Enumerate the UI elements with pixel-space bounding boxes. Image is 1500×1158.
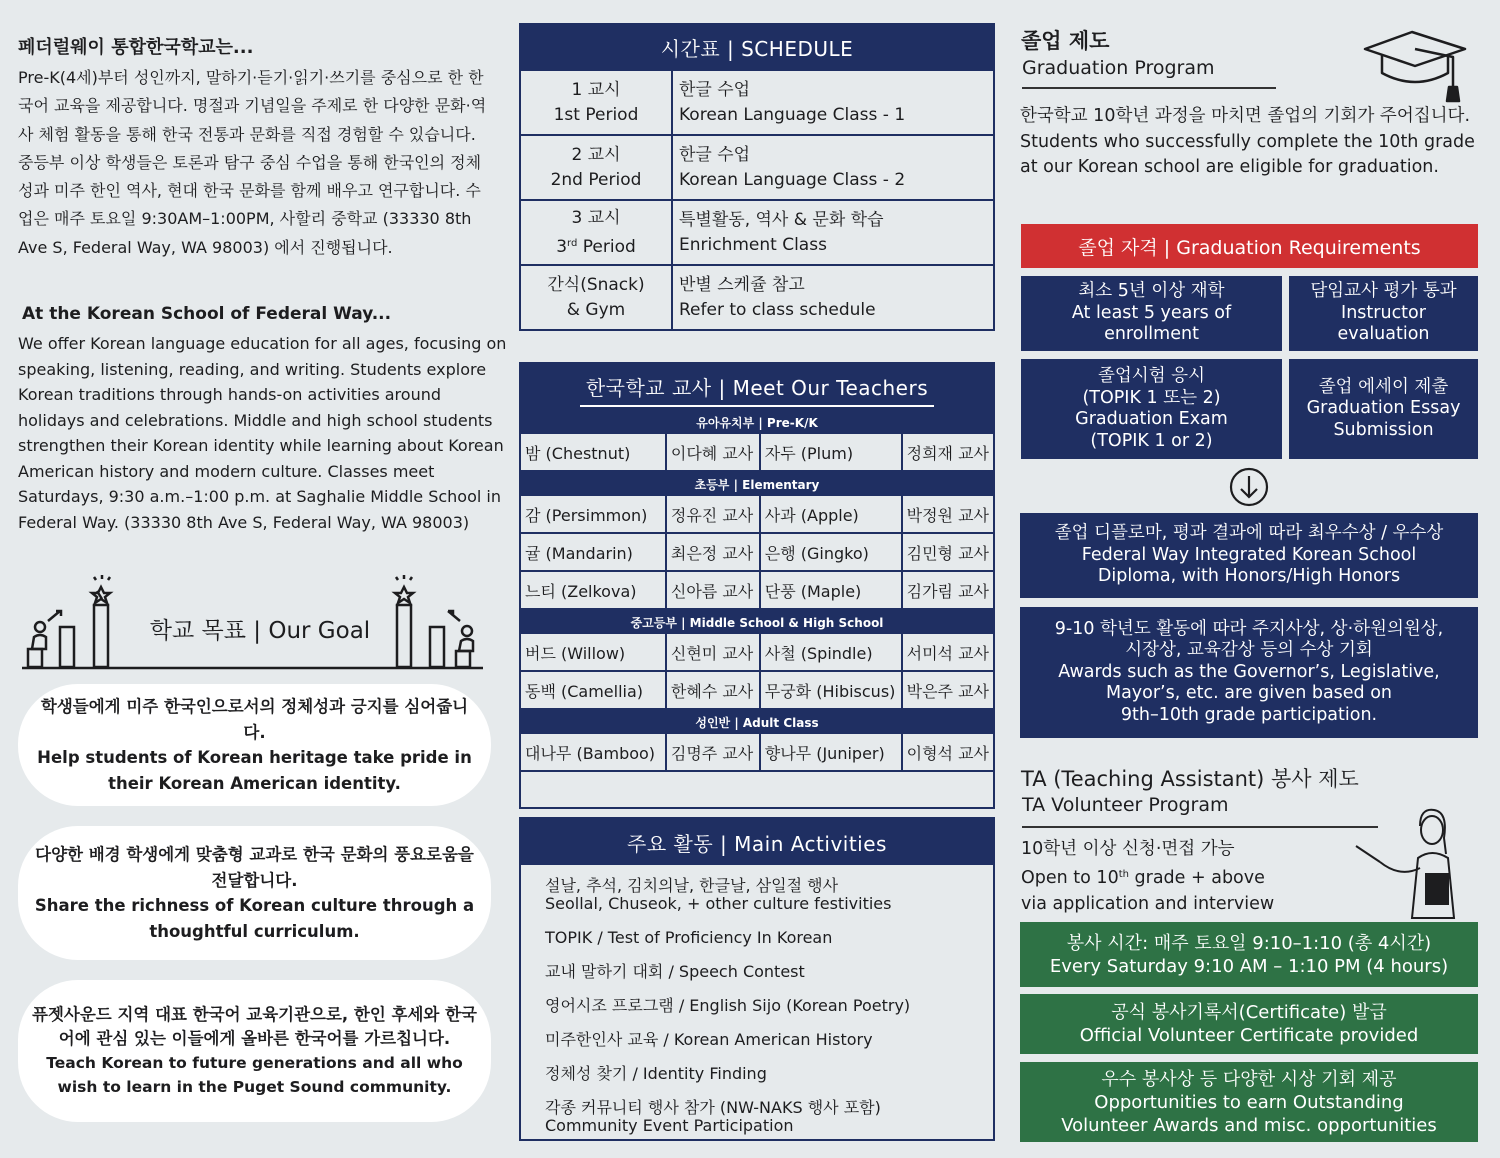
requirement-essay — [1289, 359, 1478, 459]
class-name: 자두 (Plum) — [761, 434, 903, 470]
class-name: 느티 (Zelkova) — [521, 572, 667, 608]
activity-line: TOPIK / Test of Proficiency In Korean — [545, 928, 833, 947]
period-korean: 3 교시 — [571, 207, 621, 228]
intro-korean-body: Pre-K(4세)부터 성인까지, 말하기·듣기·읽기·쓰기를 중심으로 한 한국어 교육을 제공합니다. 명절과 기념일을 주제로 한 다양한 문화·역사 체험 활동을 통해 한국 전통과 문화를 직접 경험할 수 있습니다. 중등부 이상 학생들은 토론과 탐구 중심 수업을 통해 한국인의 정체성과 미주 한인 역사, 현대 한국 문화를 함께 배우고 연구합니다. 수업은 매주 토요일 9:30AM–1:00PM, 사할리 중학교 (33330 8th Ave S, Federal Way, WA 98003) 에서 진행됩니다. — [18, 68, 487, 257]
goal-card — [18, 826, 491, 960]
teachers-title: 한국학교 교사 | Meet Our Teachers — [580, 372, 934, 407]
class-english: Korean Language Class - 1 — [679, 104, 906, 125]
teacher-name: 김가림 교사 — [906, 582, 989, 601]
activities-box — [519, 817, 995, 1141]
graduation-description — [1020, 104, 1480, 181]
schedule-title: 시간표 | SCHEDULE — [521, 25, 993, 69]
activities-title: 주요 활동 | Main Activities — [521, 819, 993, 865]
box-line: (TOPIK 1 또는 2) — [1082, 387, 1221, 408]
period-english: & Gym — [566, 299, 626, 320]
box-line: Graduation Exam — [1075, 409, 1228, 429]
period-korean: 1 교시 — [571, 79, 621, 100]
intro-english-body: We offer Korean language education for all ages, focusing on speaking, listening, reading, and writing. Students explore Korean traditions through hands-on activities around holidays and celebrations. Middle and high school students strengthen their Korean identity while learning about Korean American history and modern culture. Classes meet Saturdays, 9:30 a.m.–1:00 p.m. at Saghalie Middle School in Federal Way. (33330 8th Ave S, Federal Way, WA 98003) — [18, 334, 507, 532]
ta-eligibility-english: Open to 10th grade + above — [1021, 868, 1265, 888]
teacher-groups — [521, 410, 993, 772]
teacher-name: 박은주 교사 — [906, 682, 989, 701]
box-line: At least 5 years of — [1071, 302, 1232, 323]
class-korean: 반별 스케쥴 참고 — [679, 274, 805, 295]
teacher-name: 신현미 교사 — [667, 634, 761, 670]
graduation-title-english: Graduation Program — [1022, 57, 1276, 89]
activity-item — [545, 963, 993, 981]
box-line: Instructor — [1341, 302, 1426, 323]
box-line: 우수 봉사상 등 다양한 시상 기회 제공 — [1101, 1068, 1397, 1090]
teacher-row — [521, 734, 993, 772]
goal-card-english: Share the richness of Korean culture through a thoughtful curriculum. — [34, 896, 475, 941]
ta-title-korean: TA (Teaching Assistant) 봉사 제도 — [1021, 767, 1359, 791]
class-name: 무궁화 (Hibiscus) — [761, 672, 903, 708]
teacher-pointing-icon — [1350, 808, 1480, 920]
teacher-name: 한혜수 교사 — [667, 672, 761, 708]
box-line: 시장상, 교육감상 등의 수상 기회 — [1125, 640, 1373, 661]
class-name: 사과 (Apple) — [761, 496, 903, 532]
teacher-name: 신아름 교사 — [667, 572, 761, 608]
activity-line-secondary: Seollal, Chuseok, + other culture festivities — [545, 894, 892, 913]
box-line: Every Saturday 9:10 AM – 1:10 PM (4 hours) — [1049, 955, 1449, 977]
class-name: 사철 (Spindle) — [761, 634, 903, 670]
box-line: 졸업 에세이 제출 — [1318, 376, 1449, 397]
teachers-header — [521, 364, 993, 410]
box-line: (TOPIK 1 or 2) — [1090, 430, 1213, 451]
teacher-name: 이형석 교사 — [906, 744, 989, 763]
schedule-row — [521, 69, 993, 134]
requirement-evaluation — [1289, 276, 1478, 351]
period-korean: 2 교시 — [571, 144, 621, 165]
teacher-group-label: 성인반 | Adult Class — [521, 710, 993, 734]
activity-item — [545, 997, 993, 1015]
goal-card-english: Help students of Korean heritage take pride in their Korean American identity. — [37, 748, 472, 793]
schedule-row — [521, 264, 993, 329]
box-line: 9th–10th grade participation. — [1120, 704, 1378, 725]
teacher-row — [521, 672, 993, 710]
class-english: Refer to class schedule — [679, 299, 876, 320]
ta-awards-box — [1020, 1062, 1478, 1142]
activity-item — [545, 1099, 993, 1135]
teacher-group-label: 초등부 | Elementary — [521, 472, 993, 496]
class-korean: 한글 수업 — [679, 144, 751, 165]
box-line: 최소 5년 이상 재학 — [1078, 281, 1225, 302]
box-line: Federal Way Integrated Korean School — [1081, 544, 1417, 565]
box-line: 담임교사 평가 통과 — [1310, 281, 1457, 302]
class-name: 동백 (Camellia) — [521, 672, 667, 708]
box-line: Submission — [1333, 419, 1434, 440]
teacher-name: 이다혜 교사 — [667, 434, 761, 470]
class-english: Korean Language Class - 2 — [679, 169, 906, 190]
requirement-exam — [1021, 359, 1282, 459]
activity-item — [545, 1065, 993, 1083]
teacher-name: 서미석 교사 — [906, 644, 989, 663]
teacher-row — [521, 634, 993, 672]
class-korean: 특별활동, 역사 & 문화 학습 — [679, 209, 884, 230]
graduation-cap-icon — [1360, 24, 1470, 104]
ta-title-english: TA Volunteer Program — [1022, 794, 1378, 828]
teacher-name: 김민형 교사 — [906, 544, 989, 563]
goal-card-korean: 퓨젯사운드 지역 대표 한국어 교육기관으로, 한인 후세와 한국어에 관심 있는 이들에게 올바른 한국어를 가르칩니다. — [32, 1005, 477, 1048]
ta-certificate-box — [1020, 994, 1478, 1054]
graduation-description-korean: 한국학교 10학년 과정을 마치면 졸업의 기회가 주어집니다. — [1020, 106, 1471, 126]
class-english: Enrichment Class — [679, 234, 827, 255]
requirements-title: 졸업 자격 | Graduation Requirements — [1021, 224, 1478, 268]
ta-description — [1021, 836, 1274, 917]
teacher-name: 김명주 교사 — [667, 734, 761, 770]
intro-english-title: At the Korean School of Federal Way... — [22, 304, 392, 324]
schedule-table — [519, 23, 995, 331]
class-name: 향나무 (Juniper) — [761, 734, 903, 770]
activity-line: 미주한인사 교육 / Korean American History — [545, 1030, 873, 1049]
box-line: 공식 봉사기록서(Certificate) 발급 — [1111, 1002, 1387, 1023]
intro-korean-title: 페더럴웨이 통합한국학교는... — [18, 37, 254, 58]
box-line: 9-10 학년도 활동에 따라 주지사상, 상·하원의원상, — [1054, 618, 1444, 639]
teachers-table — [519, 362, 995, 809]
box-line: 졸업시험 응시 — [1098, 366, 1205, 386]
box-line: Diploma, with Honors/High Honors — [1097, 566, 1401, 587]
requirement-enrollment — [1021, 276, 1282, 351]
teacher-name: 정유진 교사 — [667, 496, 761, 532]
class-name: 감 (Persimmon) — [521, 496, 667, 532]
class-name: 단풍 (Maple) — [761, 572, 903, 608]
teacher-row — [521, 534, 993, 572]
class-name: 버드 (Willow) — [521, 634, 667, 670]
activity-line: 설날, 추석, 김치의날, 한글날, 삼일절 행사 — [545, 876, 839, 895]
teacher-group-label: 유아유치부 | Pre-K/K — [521, 410, 993, 434]
box-line: Volunteer Awards and misc. opportunities — [1061, 1114, 1437, 1136]
activity-item — [545, 929, 993, 947]
arrow-down-circle-icon — [1229, 467, 1269, 507]
schedule-row — [521, 199, 993, 264]
goal-card — [18, 684, 491, 806]
box-line: Official Volunteer Certificate provided — [1079, 1025, 1419, 1046]
activity-line: 영어시조 프로그램 / English Sijo (Korean Poetry) — [545, 996, 911, 1015]
graduation-title-korean: 졸업 제도 — [1021, 29, 1110, 53]
period-korean: 간식(Snack) — [547, 274, 645, 295]
activity-line: 각종 커뮤니티 행사 참가 (NW-NAKS 행사 포함) — [545, 1098, 881, 1117]
activity-item — [545, 877, 993, 913]
teacher-row — [521, 496, 993, 534]
activity-line-secondary: Community Event Participation — [545, 1116, 794, 1135]
teacher-group-label: 중고등부 | Middle School & High School — [521, 610, 993, 634]
ta-hours-box — [1020, 922, 1478, 987]
class-name: 밤 (Chestnut) — [521, 434, 667, 470]
box-line: Mayor’s, etc. are given based on — [1105, 683, 1393, 704]
teacher-name: 최은정 교사 — [667, 534, 761, 570]
goal-card-korean: 다양한 배경 학생에게 맞춤형 교과로 한국 문화의 풍요로움을 전달합니다. — [35, 845, 474, 890]
goal-card-english: Teach Korean to future generations and all who wish to learn in the Puget Sound community. — [46, 1054, 463, 1096]
graduation-description-english: Students who successfully complete the 10th grade at our Korean school are eligible for graduation. — [1020, 131, 1475, 177]
schedule-row — [521, 134, 993, 199]
goal-card — [18, 980, 491, 1122]
activity-line: 교내 말하기 대회 / Speech Contest — [545, 962, 805, 981]
teacher-name: 박정원 교사 — [906, 506, 989, 525]
class-name: 귤 (Mandarin) — [521, 534, 667, 570]
awards-box — [1020, 607, 1478, 738]
activity-item — [545, 1031, 993, 1049]
activities-list — [521, 865, 993, 1135]
goal-title: 학교 목표 | Our Goal — [149, 618, 371, 644]
period-english: 2nd Period — [550, 169, 642, 190]
class-korean: 한글 수업 — [679, 79, 751, 100]
box-line: Graduation Essay — [1306, 398, 1461, 419]
teacher-name: 정희재 교사 — [906, 444, 989, 463]
goal-card-korean: 학생들에게 미주 한국인으로서의 정체성과 긍지를 심어줍니다. — [40, 697, 469, 742]
teacher-row — [521, 434, 993, 472]
ta-eligibility-korean: 10학년 이상 신청·면접 가능 — [1021, 839, 1235, 859]
box-line: evaluation — [1337, 324, 1430, 345]
teacher-row — [521, 572, 993, 610]
activity-line: 정체성 찾기 / Identity Finding — [545, 1064, 767, 1083]
box-line: Opportunities to earn Outstanding — [1094, 1091, 1404, 1113]
box-line: enrollment — [1104, 324, 1199, 345]
diploma-box — [1020, 513, 1478, 598]
ta-application-note: via application and interview — [1021, 894, 1275, 914]
period-english: 3rd Period — [556, 236, 636, 257]
class-name: 대나무 (Bamboo) — [521, 734, 667, 770]
box-line: 졸업 디플로마, 평과 결과에 따라 최우수상 / 우수상 — [1054, 523, 1444, 544]
period-english: 1st Period — [553, 104, 639, 125]
class-name: 은행 (Gingko) — [761, 534, 903, 570]
box-line: 봉사 시간: 매주 토요일 9:10–1:10 (총 4시간) — [1066, 932, 1432, 954]
box-line: Awards such as the Governor’s, Legislative, — [1058, 661, 1440, 682]
